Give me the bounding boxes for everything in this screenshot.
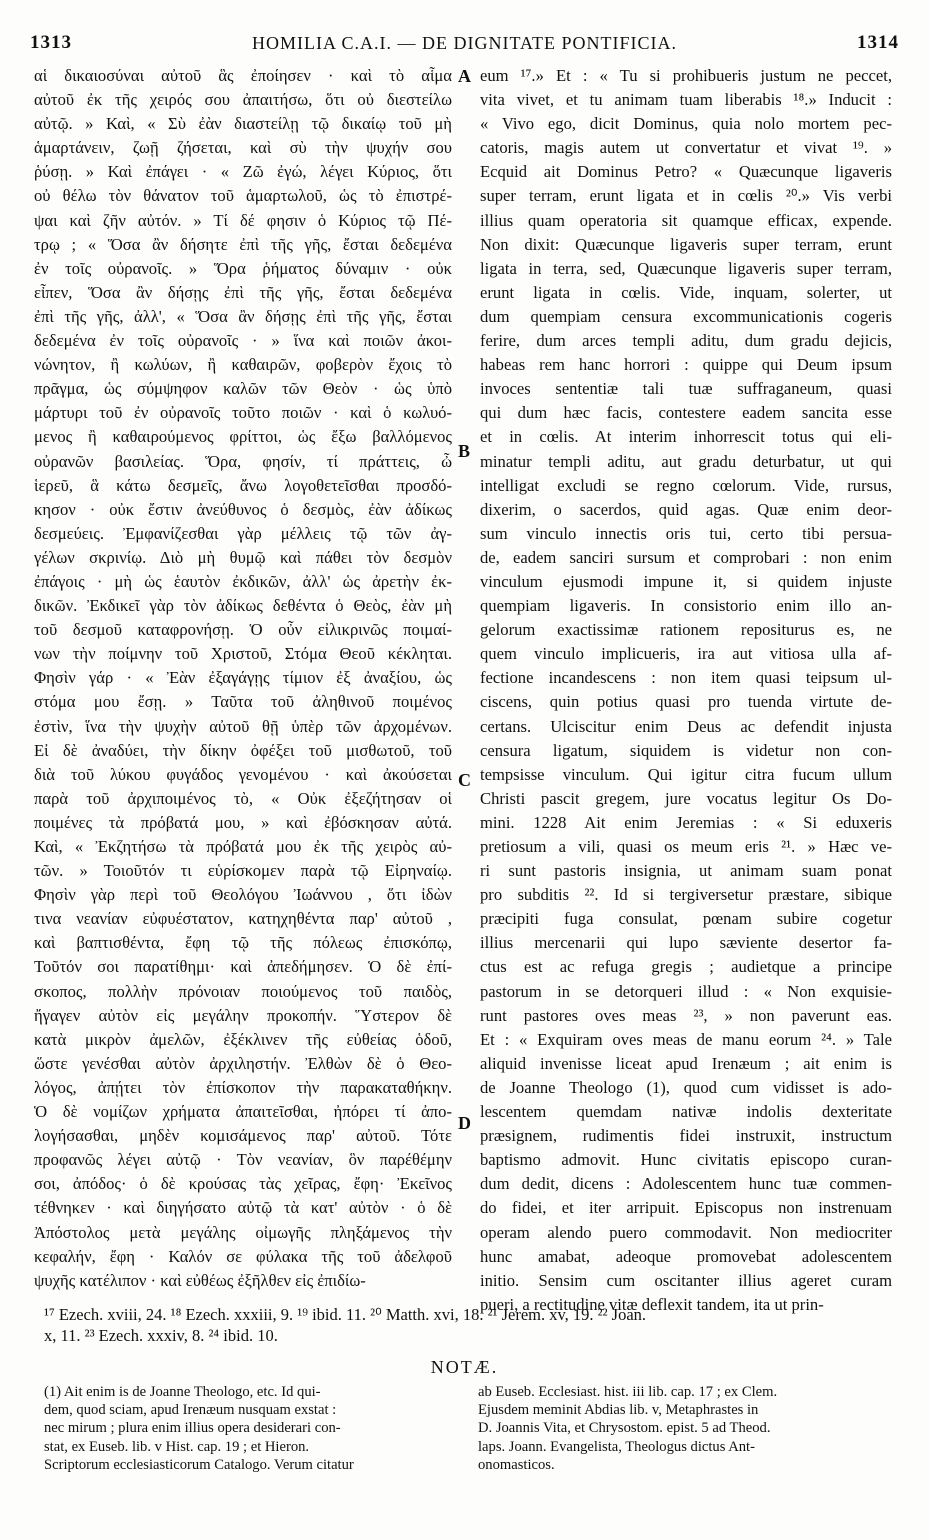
greek-text-line: δικῶν. Ἐκδικεῖ γὰρ τὸν ἀδίκως δεθέντα ὁ Θεὸς, ἐὰν μὴ bbox=[34, 596, 452, 616]
greek-text-line: Τοῦτόν σοι παρατίθημι· καὶ ἀπεδήμησεν. Ὁ δὲ ἐπί- bbox=[34, 957, 452, 977]
latin-text-line: initio. Sensim cum oscitanter illius ageret curam bbox=[480, 1270, 892, 1290]
latin-text-line: minatur templi aditu, aut gradu deturbatur, ut qui bbox=[480, 451, 892, 471]
greek-text-line: Ὁ δὲ νομίζων χρήματα ἀπαιτεῖσθαι, ἠπόρει τί ἀπο- bbox=[34, 1102, 452, 1122]
latin-text-line: pastorum in se detorqueri illud : « Non exquisie- bbox=[480, 981, 892, 1001]
note-line: nec mirum ; plura enim illius opera desiderari con- bbox=[44, 1420, 341, 1437]
greek-text-line: λογήσασθαι, μηδὲν κομισάμενος παρ' αὐτοῦ. Τότε bbox=[34, 1126, 452, 1146]
note-line: Scriptorum ecclesiasticorum Catalogo. Verum citatur bbox=[44, 1456, 354, 1473]
greek-text-line: ψαι καὶ ζῆν αὐτόν. » Τί δέ φησιν ὁ Κύριος τῷ Πέ- bbox=[34, 210, 452, 230]
latin-text-line: Non dixit: Quæcunque ligaveris super terram, erunt bbox=[480, 234, 892, 254]
section-marker-c: C bbox=[458, 770, 471, 790]
latin-text-line: mini. 1228 Ait enim Jeremias : « Si eduxeris bbox=[480, 812, 892, 832]
latin-text-line: hunc amabat, adeoque promovebat adolescentem bbox=[480, 1246, 892, 1266]
greek-text-line: διὰ τοῦ λύκου φυγάδος γενομένου · καὶ ἀκούσεται bbox=[34, 764, 452, 784]
scripture-references bbox=[44, 1304, 892, 1346]
latin-text-line: aliquid invenisse liceat apud Irenæum ; ait enim is bbox=[480, 1053, 892, 1073]
greek-text-line: τοῦ δεσμοῦ καταφρονήσῃ. Ὁ οὖν εἰλικρινῶς ποιμαί- bbox=[34, 620, 452, 640]
greek-text-line: ψυχῆς κατέλιπον · καὶ εὐθέως ἐξῆλθεν εἰς ἐπιδίω- bbox=[34, 1270, 366, 1290]
greek-text-line: νων τὴν ποίμνην τοῦ Χριστοῦ, Στόμα Θεοῦ κέκληται. bbox=[34, 644, 452, 664]
greek-text-line: τῶν. » Τοιοῦτόν τι εὑρίσκομεν παρὰ τῷ Εἰρηναίῳ. bbox=[34, 861, 452, 881]
latin-text-line: baptismo admovit. Hunc civitatis episcopo curan- bbox=[480, 1150, 892, 1170]
greek-text-line: δεσμεύεις. Ἐμφανίζεσθαι γὰρ μέλλεις τῷ τῶν ἀγ- bbox=[34, 523, 452, 543]
greek-text-line: Καὶ, « Ἐκζητήσω τὰ πρόβατά μου ἐκ τῆς χειρὸς αὐ- bbox=[34, 837, 452, 856]
note-line: (1) Ait enim is de Joanne Theologo, etc. Id qui- bbox=[44, 1384, 321, 1400]
latin-text-line: ferire, dum arces templi aditu, dum gradu dejicis, bbox=[480, 331, 892, 351]
page-header bbox=[30, 30, 899, 56]
latin-text-line: dixerim, o sacerdos, quid agas. Quæ enim deor- bbox=[480, 499, 892, 519]
latin-text-line: ligata in terra, sed, Quæcunque ligaveris super terram, bbox=[480, 258, 892, 278]
reference-line: x, 11. ²³ Ezech. xxxiv, 8. ²⁴ ibid. 10. bbox=[44, 1326, 278, 1345]
latin-text-line: de, eadem sanciri sursum et comprobari : non enim bbox=[480, 547, 892, 567]
greek-text-line: κεφαλήν, ἔφη · Καλόν σε φύλακα τῆς τοῦ ἀδελφοῦ bbox=[34, 1246, 452, 1266]
greek-text-line: καὶ βαπτισθέντα, ἔφη τῷ τῆς πόλεως ἐπισκόπῳ, bbox=[34, 933, 452, 953]
latin-text-line: quem vinculo implicueris, ira aut vitiosa ulla af- bbox=[480, 644, 892, 664]
note-line: stat, ex Euseb. lib. v Hist. cap. 19 ; et Hieron. bbox=[44, 1438, 310, 1455]
greek-text-line: ἤγαγεν αὐτὸν εἰς μεγάλην προκοπήν. Ὕστερον δὲ bbox=[34, 1005, 452, 1025]
latin-text-line: Ecquid ait Dominus Petro? « Quæcunque ligaveris bbox=[480, 162, 892, 182]
greek-text-line: ἐστὶν, ἵνα τὴν ψυχὴν αὐτοῦ θῇ ὑπὲρ τῶν ἀρχομένων. bbox=[34, 716, 452, 736]
note-line: Ejusdem meminit Abdias lib. v, Metaphrastes in bbox=[478, 1402, 759, 1419]
latin-text-line: Christi pascit gregem, jure vocatus legitur Os Do- bbox=[480, 788, 892, 808]
latin-text-line: pretiosum a vili, quasi os meum eris ²¹. » Hæc ve- bbox=[480, 837, 892, 856]
latin-text-line: pro subditis ²². Id si tergiversetur præstare, sibique bbox=[480, 885, 892, 905]
greek-text-line: ῥύσῃ. » Καὶ ἐπάγει · « Ζῶ ἐγώ, λέγει Κύριος, ὅτι bbox=[34, 162, 452, 182]
latin-text-line: lescentem quemdam nativæ indolis dexteritate bbox=[480, 1102, 892, 1122]
greek-text-line: τέθνηκεν · καὶ διηγήσατο αὐτῷ τὰ κατ' αὐτὸν · ὁ δὲ bbox=[34, 1198, 452, 1218]
latin-text-line: pueri, a rectitudine vitæ deflexit tandem, ita ut prin- bbox=[480, 1294, 824, 1314]
section-marker-b: B bbox=[458, 441, 471, 461]
notes-right-column bbox=[478, 1383, 892, 1474]
greek-text-line: Φησὶν γὰρ περὶ τοῦ Θεολόγου Ἰωάννου , ὅτι ἰδὼν bbox=[34, 885, 452, 905]
latin-text-line: vita vivet, et tu animam tuam liberabis ¹⁸.» Inducit : bbox=[480, 90, 892, 110]
greek-text-line: Εἰ δὲ ἀναδύει, τὴν δίκην ὀφέξει τοῦ μισθωτοῦ, τοῦ bbox=[34, 740, 452, 760]
latin-text-line: de Joanne Theologo (1), quod cum vidisset is ado- bbox=[480, 1077, 892, 1097]
latin-text-line: censura ligatum, siquidem is videtur non con- bbox=[480, 740, 892, 760]
latin-text-line: catoris, magis autem ut convertatur et vivat ¹⁹. » bbox=[480, 138, 892, 158]
notes-left-column bbox=[44, 1383, 456, 1474]
greek-text-line: ὥστε γενέσθαι αὐτὸν ἀρχιληστήν. Ἐλθὼν δὲ ὁ Θεο- bbox=[34, 1053, 452, 1073]
latin-text-line: ri sunt pastoris insignia, ut animam suam ponat bbox=[480, 861, 892, 881]
note-line: onomasticos. bbox=[478, 1456, 555, 1473]
greek-text-line: γέλων σκρινίῳ. Διὸ μὴ θυμῷ καὶ πάθει τὸν δεσμὸν bbox=[34, 547, 452, 567]
latin-text-line: ctus est ac refuga gregis ; audietque a principe bbox=[480, 957, 892, 977]
greek-text-line: σοι, ἀπόδος· ὁ δὲ κρούσας τὰς χεῖρας, ἔφη· Ἐκεῖνος bbox=[34, 1174, 452, 1194]
greek-text-line: δεδεμένα ἐν τοῖς οὐρανοῖς · » ἵνα καὶ ποιῶν ἀκοι- bbox=[34, 331, 452, 351]
note-line: D. Joannis Vita, et Chrysostom. epist. 5 ad Theod. bbox=[478, 1420, 771, 1437]
latin-text-line: dum dedit, dicens : Adolescentem hunc tuæ commen- bbox=[480, 1174, 892, 1194]
greek-text-line: τινα νεανίαν εὐφυέστατον, κατηχηθέντα παρ' αὐτοῦ , bbox=[34, 909, 452, 929]
section-marker-a: A bbox=[458, 66, 471, 86]
greek-text-line: αὐτοῦ ἐκ τῆς χειρός σου ἀπαιτήσω, ὅτι οὐ διεστείλω bbox=[34, 90, 452, 110]
latin-text-line: runt pastores oves meas ²³, » non paverunt eas. bbox=[480, 1005, 892, 1025]
latin-text-line: operam alendo puero commodavit. Non mediocriter bbox=[480, 1222, 892, 1242]
greek-text-line: αὐτῷ. » Καὶ, « Σὺ ἐὰν διαστείλῃ τῷ δικαίῳ τοῦ μὴ bbox=[34, 114, 452, 134]
left-column-number: 1313 bbox=[30, 32, 72, 53]
latin-text-line: vinculum ejusmodi impune it, si quidem injuste bbox=[480, 571, 892, 591]
latin-text-line: qui dum hæc facis, contestere eadem sancita esse bbox=[480, 403, 892, 423]
page-title: HOMILIA C.A.I. — DE DIGNITATE PONTIFICIA. bbox=[251, 32, 678, 53]
latin-text-line: erunt ligata in cœlis. Vide, inquam, solerter, ut bbox=[480, 282, 892, 302]
latin-text-line: præsignem, rudimentis fidei instruxit, instructum bbox=[480, 1126, 892, 1146]
latin-text-line: gelorum exactissimæ rationem repositurus es, ne bbox=[480, 620, 892, 640]
latin-text-line: quempiam ligaveris. In consistorio enim illo an- bbox=[480, 596, 892, 616]
latin-text-line: sum vinculo innectis oris tui, certo tibi persua- bbox=[480, 523, 892, 543]
note-line: laps. Joann. Evangelista, Theologus dictus Ant- bbox=[478, 1438, 755, 1455]
latin-text-line: certans. Ulciscitur enim Deus ac defendit injusta bbox=[480, 716, 892, 736]
greek-text-line: οὐ θέλω τὸν θάνατον τοῦ ἁμαρτωλοῦ, ὡς τὸ ἐπιστρέ- bbox=[34, 186, 452, 206]
greek-text-line: κατὰ μικρὸν ἀμελῶν, ἐξέκλινεν τῆς εὐθείας ὁδοῦ, bbox=[34, 1029, 452, 1049]
latin-text-line: super terram, erunt ligata et in cœlis ²⁰.» Vis verbi bbox=[480, 186, 892, 206]
greek-text-line: μενος ἢ καθαιρούμενος φρίττοι, ὡς ἔξω βαλλόμενος bbox=[34, 427, 452, 447]
latin-text-line: tempsisse vinculum. Qui igitur citra fucum ullum bbox=[480, 764, 892, 784]
latin-text-line: illius mercenarii qui lupo sæviente desertor fa- bbox=[480, 933, 892, 953]
latin-text-line: Et : « Exquiram oves meas de manu eorum ²⁴. » Tale bbox=[480, 1029, 892, 1049]
greek-text-line: λόγος, ἀπῄτει τὸν ἐπίσκοπον τὴν παρακαταθήκην. bbox=[34, 1077, 452, 1097]
latin-text-line: et in cœlis. At interim inhorrescit totus qui eli- bbox=[480, 427, 892, 447]
greek-text-line: οὐρανῶν βασιλείας. Ὅρα, φησίν, τί πράττεις, ὦ bbox=[34, 451, 452, 471]
greek-text-line: ἐπὶ τῆς γῆς, ἀλλ', « Ὅσα ἂν δήσῃς ἐπὶ τῆς γῆς, ἔσται bbox=[34, 306, 452, 326]
greek-text-line: τρῳ ; « Ὅσα ἂν δήσητε ἐπὶ τῆς γῆς, ἔσται δεδεμένα bbox=[34, 234, 452, 254]
greek-text-line: πρᾶγμα, ὡς σύμψηφον καλῶν τῶν Θεὸν · ὡς ὑπὸ bbox=[34, 379, 452, 399]
latin-text-line: invoces sententiæ tali tuæ suffraganeum, quasi bbox=[480, 379, 892, 399]
greek-text-line: ποιμένες τὰ πρόβατά μου, » καὶ ἐβόσκησαν αὐτά. bbox=[34, 812, 452, 832]
greek-text-line: προφανῶς λέγει αὐτῷ · Τὸν νεανίαν, ὃν παρέθέμην bbox=[34, 1150, 452, 1170]
greek-text-line: ἐν τοῖς οὐρανοῖς. » Ὅρα ῥήματος δύναμιν · οὐκ bbox=[34, 258, 452, 278]
greek-text-line: ἁμαρτάνειν, ζωῇ ζήσεται, καὶ σὺ τὴν ψυχήν σου bbox=[34, 138, 452, 158]
note-line: ab Euseb. Ecclesiast. hist. iii lib. cap. 17 ; ex Clem. bbox=[478, 1384, 778, 1400]
latin-text-line: ciscens, quin potius quasi pro tuenda virtute de- bbox=[480, 692, 892, 712]
notes-heading: NOTÆ. bbox=[430, 1357, 499, 1377]
latin-text-line: intelligat excludi se regno cœlorum. Vide, rursus, bbox=[480, 475, 892, 495]
latin-text-line: habeas rem hanc horrori : quippe qui Deum ipsum bbox=[480, 355, 892, 375]
note-line: dem, quod sciam, apud Irenæum nusquam exstat : bbox=[44, 1402, 337, 1419]
greek-text-line: σκοπος, πολλὴν πρόνοιαν ποιούμενος τοῦ παιδὸς, bbox=[34, 981, 452, 1001]
latin-text-line: præcipiti fuga consulat, pœnam subire cogetur bbox=[480, 909, 892, 929]
greek-text-line: μάρτυρι τοῦ ἐν οὐρανοῖς τοῦτο ποιῶν · καὶ ὁ κωλυό- bbox=[34, 403, 452, 423]
latin-text-line: dum quempiam censura excommunicationis cogeris bbox=[480, 306, 892, 326]
right-column-number: 1314 bbox=[857, 32, 899, 53]
latin-text-column bbox=[480, 64, 892, 1317]
reference-line: ¹⁷ Ezech. xviii, 24. ¹⁸ Ezech. xxxiii, 9. ¹⁹ ibid. 11. ²⁰ Matth. xvi, 18. ²¹ Jerem. xv, 19. ²² Joan. bbox=[44, 1305, 647, 1324]
latin-text-line: illius quam operatoria sit quamque efficax, expende. bbox=[480, 210, 892, 230]
greek-text-line: παρὰ τοῦ ἀρχιποιμένος τὸ, « Οὐκ ἐξεζήτησαν οἱ bbox=[34, 788, 452, 808]
greek-text-line: Φησὶν γάρ · « Ἐὰν ἐξαγάγῃς τίμιον ἐξ ἀναξίου, ὡς bbox=[34, 668, 452, 688]
latin-text-line: do fidei, et iter arripuit. Episcopus non instrenuam bbox=[480, 1198, 892, 1218]
greek-text-column bbox=[34, 64, 452, 1293]
latin-text-line: eum ¹⁷.» Et : « Tu si prohibueris justum ne peccet, bbox=[480, 66, 892, 85]
greek-text-line: νώνητον, ἢ κωλύων, ἢ καθαιρῶν, φοβερὸν ἔχοις τὸ bbox=[34, 355, 452, 375]
greek-text-line: ἱερεῦ, ἃ κάτω δεσμεῖς, ἄνω λογοθετεῖσθαι προσδό- bbox=[34, 475, 452, 495]
section-marker-d: D bbox=[458, 1113, 471, 1133]
greek-text-line: Ἀπόστολος μετὰ μεγάλης οἰμωγῆς πληξάμενος τὴν bbox=[34, 1222, 452, 1242]
latin-text-line: « Vivo ego, dicit Dominus, quia nolo mortem pec- bbox=[480, 114, 892, 134]
greek-text-line: κησον · οὐκ ἔστιν ἀνεύθυνος ὁ δεσμὸς, ἐὰν ἀδίκως bbox=[34, 499, 452, 519]
latin-text-line: fectione incandescens : non item quasi teipsum ul- bbox=[480, 668, 892, 688]
greek-text-line: εἶπεν, Ὅσα ἂν δήσῃς ἐπὶ τῆς γῆς, ἔσται δεδεμένα bbox=[34, 282, 452, 302]
greek-text-line: αἱ δικαιοσύναι αὐτοῦ ἃς ἐποίησεν · καὶ τὸ αἷμα bbox=[34, 66, 452, 85]
greek-text-line: ἐπάγοις · μὴ ὡς ἑαυτὸν ἐκδικῶν, ἀλλ' ὡς ἀρετὴν ἐκ- bbox=[34, 571, 452, 591]
greek-text-line: στόμα μου ἔσῃ. » Ταῦτα τοῦ ἀληθινοῦ ποιμένος bbox=[34, 692, 452, 712]
